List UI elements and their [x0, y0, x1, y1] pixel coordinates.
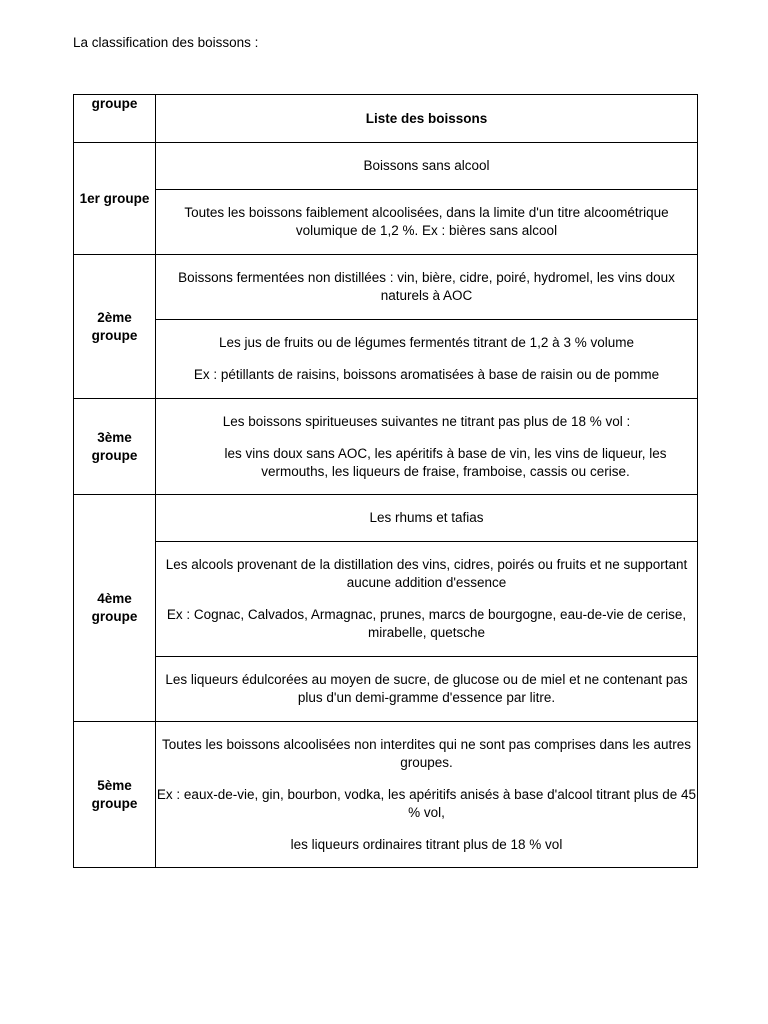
group-5-label: 5ème groupe — [74, 722, 156, 868]
list-paragraph: Les rhums et tafias — [369, 510, 484, 525]
group-1-row-1 — [156, 143, 698, 190]
group-4-label: 4ème groupe — [74, 495, 156, 722]
group-1-row-2 — [156, 190, 698, 255]
table-row — [74, 542, 698, 657]
list-paragraph: Toutes les boissons alcoolisées non interdites qui ne sont pas comprises dans les autres groupes. — [161, 736, 692, 770]
list-paragraph: Toutes les boissons faiblement alcoolisées, dans la limite d'un titre alcoométrique volumique de 1,2 %. Ex : bières sans alcool — [184, 205, 669, 238]
list-paragraph: les vins doux sans AOC, les apéritifs à base de vin, les vins de liqueur, les vermouths, les liqueurs de fraise, framboise, cassis ou cerise. — [224, 445, 667, 479]
list-paragraph: Les liqueurs édulcorées au moyen de sucre, de glucose ou de miel et ne contenant pas plus d'un demi-gramme d'essence par litre. — [165, 672, 688, 705]
list-paragraph: les liqueurs ordinaires titrant plus de 18 % vol — [290, 836, 563, 852]
group-4-row-3 — [156, 657, 698, 722]
table-row — [74, 657, 698, 722]
list-paragraph: Boissons fermentées non distillées : vin, bière, cidre, poiré, hydromel, les vins doux naturels à AOC — [178, 270, 675, 303]
header-list: Liste des boissons — [156, 95, 698, 143]
document-title: La classification des boissons : — [73, 35, 259, 50]
group-2-label: 2ème groupe — [74, 255, 156, 399]
group-3-row-1 — [156, 399, 698, 495]
header-group: groupe — [74, 95, 156, 143]
group-2-row-2 — [156, 320, 698, 399]
beverage-classification-table — [73, 94, 698, 868]
group-4-row-1 — [156, 495, 698, 542]
list-paragraph: Les boissons spiritueuses suivantes ne titrant pas plus de 18 % vol : — [222, 413, 631, 429]
table-row — [74, 190, 698, 255]
group-2-row-1 — [156, 255, 698, 320]
table-row — [74, 143, 698, 190]
group-1-label: 1er groupe — [74, 143, 156, 255]
list-paragraph: Les alcools provenant de la distillation des vins, cidres, poirés ou fruits et ne supportant aucune addition d'essence — [165, 557, 688, 590]
table-header-row — [74, 95, 698, 143]
group-4-row-2 — [156, 542, 698, 657]
table-row — [74, 495, 698, 542]
list-paragraph: Ex : pétillants de raisins, boissons aromatisées à base de raisin ou de pomme — [193, 367, 660, 382]
group-3-label: 3ème groupe — [74, 399, 156, 495]
list-paragraph: Boissons sans alcool — [363, 158, 490, 173]
list-paragraph: Ex : eaux-de-vie, gin, bourbon, vodka, les apéritifs anisés à base d'alcool titrant plus de 45 % vol, — [156, 786, 697, 820]
list-paragraph: Ex : Cognac, Calvados, Armagnac, prunes, marcs de bourgogne, eau-de-vie de cerise, mirabelle, quetsche — [166, 607, 687, 640]
table-row — [74, 399, 698, 495]
table-row — [74, 255, 698, 320]
list-paragraph: Les jus de fruits ou de légumes fermentés titrant de 1,2 à 3 % volume — [219, 335, 634, 350]
table-row — [74, 320, 698, 399]
group-5-row-1 — [156, 722, 698, 868]
table-row — [74, 722, 698, 868]
